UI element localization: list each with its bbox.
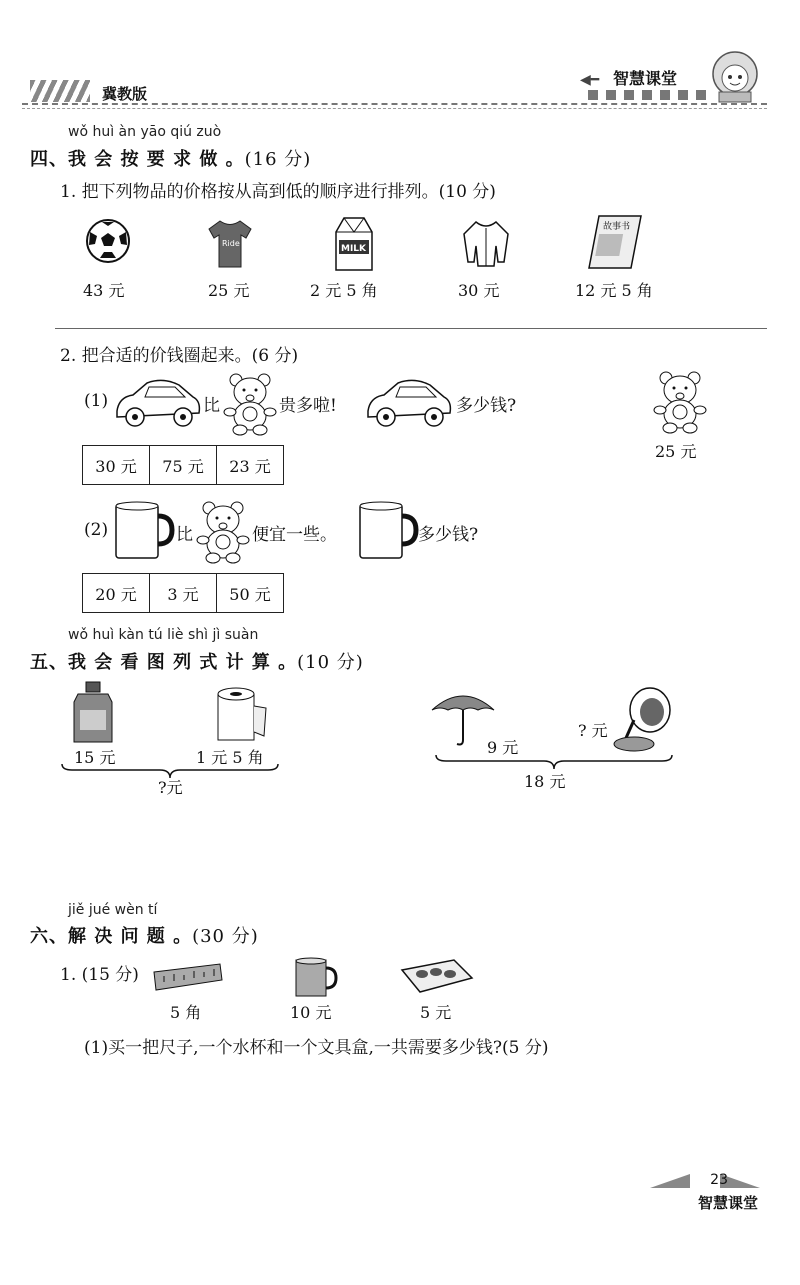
page-number: 23 [710, 1172, 728, 1188]
storybook-icon [585, 212, 645, 272]
detergent-bottle-icon [70, 680, 116, 746]
sec4-score: (16 分) [244, 149, 312, 170]
sec6-q1-sub1: (1)买一把尺子,一个水杯和一个文具盒,一共需要多少钱?(5 分) [84, 1038, 549, 1058]
sec5-heading [30, 648, 364, 674]
header-rule-thin [22, 108, 767, 109]
sec6-price-1: 5 角 [170, 1003, 202, 1022]
svg-text:Ride: Ride [222, 239, 240, 248]
sec5-title: 五、我 会 看 图 列 式 计 算 。 [30, 652, 298, 673]
jacket-icon [458, 218, 514, 270]
price-item-5: 12 元 5 角 [575, 281, 653, 300]
sec4-heading [30, 145, 311, 171]
footer-brand: 智慧课堂 [697, 1194, 758, 1212]
mug-icon-2 [356, 500, 420, 562]
price-item-4: 30 元 [458, 281, 500, 300]
q2-part2-choices [82, 573, 284, 613]
sec6-heading [30, 922, 259, 948]
bear-price: 25 元 [655, 442, 697, 461]
sec4-title: 四、我 会 按 要 求 做 。 [30, 149, 245, 170]
sec6-title: 六、解 决 问 题 。 [30, 926, 193, 947]
q2-part1-end: 多少钱? [456, 396, 517, 416]
mug-icon [112, 500, 176, 562]
girl-mascot-icon [705, 48, 765, 104]
ruler-icon [150, 962, 224, 992]
pencil-case-icon [400, 958, 474, 996]
choice-option[interactable]: 75 元 [150, 446, 217, 484]
sec4-q2-text: 2. 把合适的价钱圈起来。(6 分) [60, 346, 299, 366]
answer-line [55, 328, 767, 329]
choice-option[interactable]: 23 元 [229, 456, 271, 476]
t-shirt-icon [205, 218, 255, 270]
sec6-score: (30 分) [192, 926, 259, 947]
storybook-title: 故事书 [603, 222, 631, 232]
soccer-ball-icon [85, 218, 131, 264]
sec6-price-2: 10 元 [290, 1003, 332, 1022]
sec6-q1-label: 1. (15 分) [60, 965, 139, 985]
toilet-paper-icon [214, 686, 270, 744]
desk-lamp-icon [612, 684, 674, 754]
sec5-right-price-a: 9 元 [487, 738, 519, 757]
sec5-score: (10 分) [297, 652, 364, 673]
choice-option[interactable]: 20 元 [83, 574, 150, 612]
car-icon [113, 373, 203, 433]
sec5-left-price-b: 1 元 5 角 [196, 748, 264, 767]
milk-carton-icon [330, 214, 378, 272]
price-item-3: 2 元 5 角 [310, 281, 378, 300]
sec5-right-total: 18 元 [524, 772, 566, 791]
price-item-2: 25 元 [208, 281, 250, 300]
bear-icon-2 [195, 500, 251, 564]
choice-option[interactable]: 50 元 [229, 584, 271, 604]
q2-part2-mid: 便宜一些。 [252, 525, 337, 545]
price-item-1: 43 元 [83, 281, 125, 300]
arrow-icon: ◀━ [580, 72, 600, 88]
sec5-left-total: ?元 [158, 778, 183, 797]
sec5-pinyin: wǒ huì kàn tú liè shì jì suàn [68, 627, 259, 643]
header-stripes [30, 80, 90, 102]
sec4-q1-text: 1. 把下列物品的价格按从高到低的顺序进行排列。(10 分) [60, 182, 496, 202]
choice-option[interactable]: 30 元 [83, 446, 150, 484]
bear-icon-reference [652, 370, 708, 434]
q2-part2-bi: 比 [176, 525, 193, 545]
page-number-arrow [650, 1172, 760, 1190]
edition-label: 冀教版 [102, 85, 148, 103]
q2-part1-mid: 贵多啦! [279, 396, 337, 416]
sec6-pinyin: jiě jué wèn tí [68, 902, 158, 918]
sec5-left-price-a: 15 元 [74, 748, 116, 767]
choice-option[interactable]: 3 元 [150, 574, 217, 612]
sec5-right-price-b: ? 元 [578, 721, 608, 740]
q2-part2-end: 多少钱? [418, 525, 479, 545]
q2-part1-bi: 比 [203, 396, 220, 416]
header-squares [588, 90, 706, 100]
header-rule [22, 103, 767, 105]
svg-text:MILK: MILK [341, 244, 367, 254]
sec6-price-3: 5 元 [420, 1003, 452, 1022]
sec4-pinyin: wǒ huì àn yāo qiú zuò [68, 124, 222, 140]
cup-icon [292, 956, 340, 998]
car-icon-2 [364, 373, 454, 433]
bear-icon [222, 372, 278, 436]
header-brand: 智慧课堂 [613, 69, 678, 88]
q2-part1-choices [82, 445, 284, 485]
q2-part1-num: (1) [84, 391, 109, 411]
q2-part2-num: (2) [84, 520, 109, 540]
